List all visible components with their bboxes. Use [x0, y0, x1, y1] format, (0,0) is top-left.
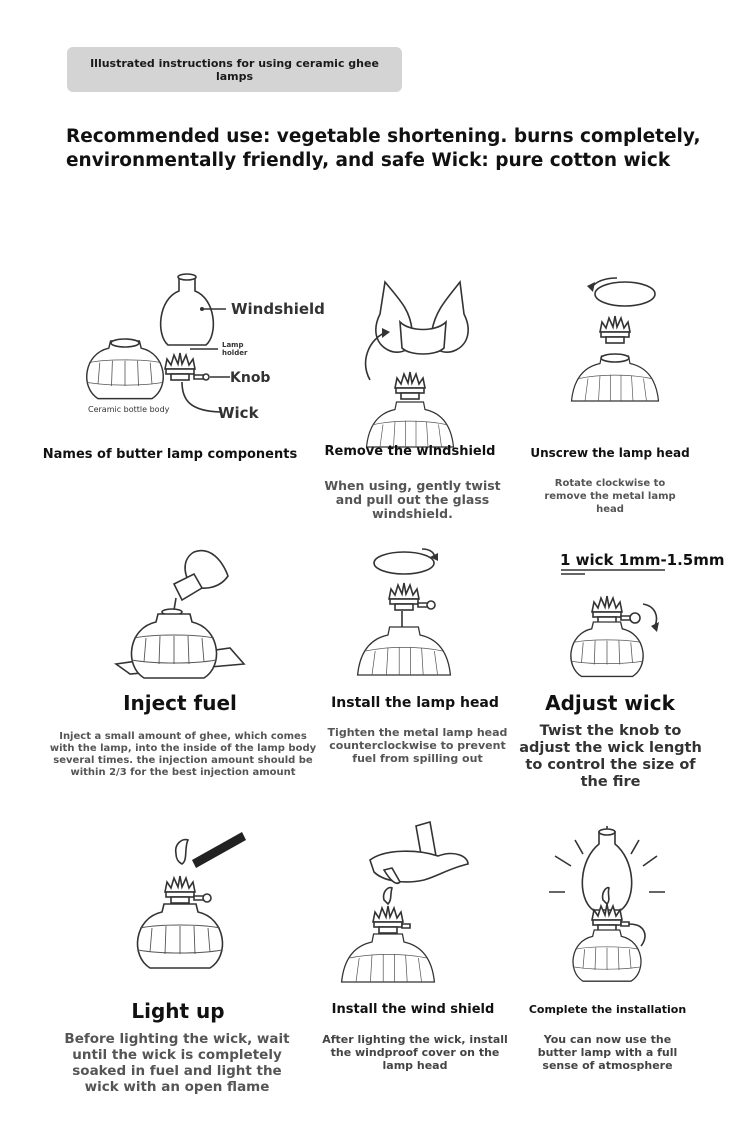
- label-lamp-holder: Lamp holder: [222, 341, 248, 357]
- install-windshield-illustration: [340, 820, 500, 985]
- remove-windshield-illustration: [340, 270, 490, 435]
- step-3-title: Unscrew the lamp head: [530, 446, 690, 460]
- label-wick: Wick: [218, 404, 259, 422]
- label-ceramic-body: Ceramic bottle body: [88, 405, 170, 414]
- inject-fuel-illustration: [110, 540, 250, 680]
- step-8-title: Install the wind shield: [331, 1002, 495, 1017]
- step-5-title: Install the lamp head: [331, 695, 499, 711]
- complete-illustration: [545, 820, 705, 990]
- step-6-desc: Twist the knob to adjust the wick length to control the size of the fire: [519, 723, 702, 790]
- install-head-illustration: [340, 545, 490, 675]
- step-9-title: Complete the installation: [528, 1003, 687, 1016]
- step-4-desc: Inject a small amount of ghee, which comes with the lamp, into the inside of the lamp body several times. the injection amount should be within 2/3 for the best injection amount: [49, 731, 317, 778]
- step-7-title: Light up: [131, 999, 225, 1023]
- light-up-illustration: [120, 820, 260, 990]
- intro-text: Recommended use: vegetable shortening. burns completely, environmentally friendly, and safe Wick: pure cotton wick: [66, 126, 701, 171]
- step-3-desc: Rotate clockwise to remove the metal lamp head: [544, 478, 676, 515]
- step-6-title: Adjust wick: [545, 691, 675, 715]
- unscrew-head-illustration: [545, 270, 685, 430]
- step-4-title: Inject fuel: [123, 691, 237, 715]
- step-1-title: Names of butter lamp components: [42, 447, 298, 462]
- step-2-title: Remove the windshield: [324, 444, 496, 459]
- components-illustration: [70, 265, 330, 425]
- label-knob: Knob: [230, 370, 271, 386]
- step-9-desc: You can now use the butter lamp with a full sense of atmosphere: [537, 1033, 678, 1072]
- adjust-wick-illustration: [555, 570, 705, 680]
- step-8-desc: After lighting the wick, install the windproof cover on the lamp head: [322, 1033, 508, 1072]
- step-5-desc: Tighten the metal lamp head counterclockwise to prevent fuel from spilling out: [327, 726, 508, 765]
- step-2-desc: When using, gently twist and pull out the glass windshield.: [324, 478, 501, 521]
- page-header: Illustrated instructions for using ceramic ghee lamps: [67, 47, 402, 92]
- label-windshield: Windshield: [231, 300, 325, 318]
- step-7-desc: Before lighting the wick, wait until the wick is completely soaked in fuel and light the wick with an open flame: [64, 1031, 290, 1095]
- wick-measure-label: 1 wick 1mm-1.5mm: [560, 551, 725, 569]
